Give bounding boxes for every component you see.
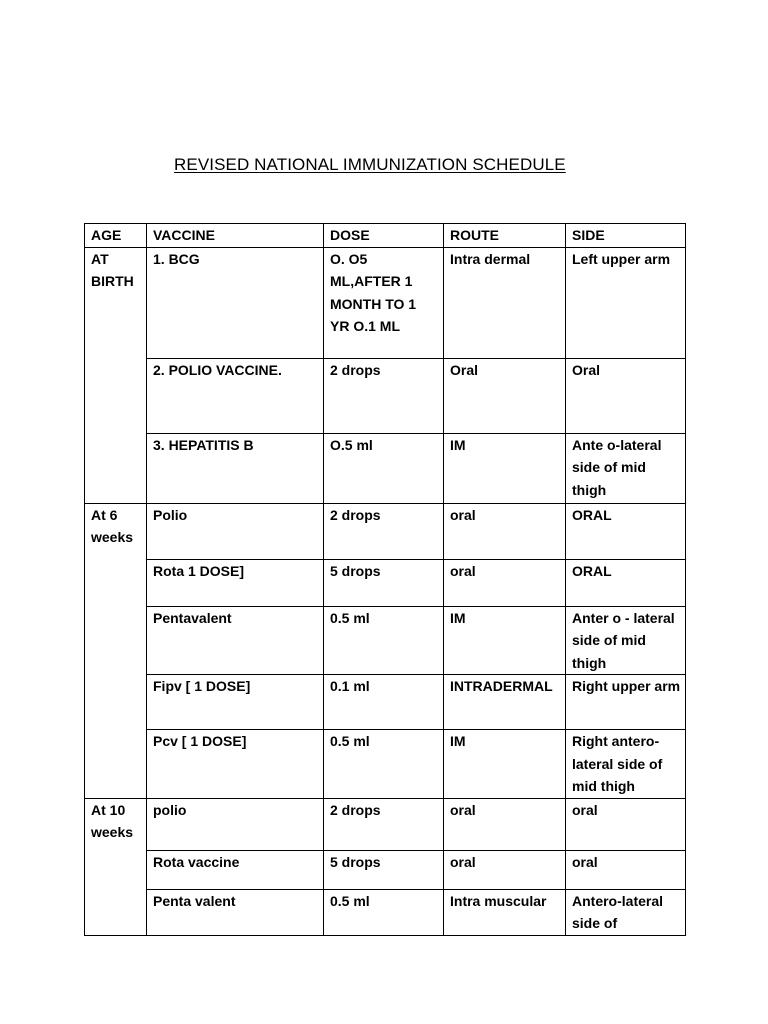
side-cell: Left upper arm — [566, 247, 686, 358]
table-row — [85, 559, 686, 606]
page-title: REVISED NATIONAL IMMUNIZATION SCHEDULE — [174, 155, 566, 174]
side-cell: Anter o - lateral side of mid thigh — [566, 606, 686, 675]
vaccine-cell: Penta valent — [147, 889, 324, 935]
route-cell: IM — [444, 606, 566, 675]
table-row — [85, 503, 686, 559]
route-cell: oral — [444, 503, 566, 559]
dose-cell: 0.5 ml — [324, 606, 444, 675]
dose-cell: 2 drops — [324, 358, 444, 433]
table-row — [85, 433, 686, 503]
table-row — [85, 358, 686, 433]
dose-cell: 5 drops — [324, 850, 444, 889]
age-cell: AT BIRTH — [85, 247, 147, 503]
route-cell: IM — [444, 730, 566, 799]
dose-cell: 0.1 ml — [324, 675, 444, 730]
header-age: AGE — [85, 224, 147, 248]
vaccine-cell: polio — [147, 798, 324, 850]
vaccine-cell: Pcv [ 1 DOSE] — [147, 730, 324, 799]
vaccine-cell: Pentavalent — [147, 606, 324, 675]
route-cell: oral — [444, 850, 566, 889]
route-cell: Intra muscular — [444, 889, 566, 935]
route-cell: IM — [444, 433, 566, 503]
table-row — [85, 850, 686, 889]
table-row — [85, 675, 686, 730]
dose-cell: 2 drops — [324, 503, 444, 559]
vaccine-cell: 1. BCG — [147, 247, 324, 358]
side-cell: ORAL — [566, 503, 686, 559]
table-header-row — [85, 224, 686, 248]
vaccine-cell: 2. POLIO VACCINE. — [147, 358, 324, 433]
immunization-schedule-table — [84, 223, 686, 936]
side-cell: oral — [566, 850, 686, 889]
side-cell: Antero-lateral side of — [566, 889, 686, 935]
dose-cell: 5 drops — [324, 559, 444, 606]
side-cell: oral — [566, 798, 686, 850]
age-cell: At 6 weeks — [85, 503, 147, 798]
side-cell: Oral — [566, 358, 686, 433]
dose-cell: O. O5 ML,AFTER 1 MONTH TO 1 YR O.1 ML — [324, 247, 444, 358]
table-row — [85, 606, 686, 675]
route-cell: oral — [444, 559, 566, 606]
dose-cell: 2 drops — [324, 798, 444, 850]
table-row — [85, 730, 686, 799]
route-cell: oral — [444, 798, 566, 850]
route-cell: Oral — [444, 358, 566, 433]
vaccine-cell: Rota 1 DOSE] — [147, 559, 324, 606]
vaccine-cell: Fipv [ 1 DOSE] — [147, 675, 324, 730]
vaccine-cell: Polio — [147, 503, 324, 559]
dose-cell: 0.5 ml — [324, 889, 444, 935]
header-side: SIDE — [566, 224, 686, 248]
header-vaccine: VACCINE — [147, 224, 324, 248]
side-cell: Ante o-lateral side of mid thigh — [566, 433, 686, 503]
side-cell: Right antero-lateral side of mid thigh — [566, 730, 686, 799]
route-cell: INTRADERMAL — [444, 675, 566, 730]
header-route: ROUTE — [444, 224, 566, 248]
vaccine-cell: Rota vaccine — [147, 850, 324, 889]
side-cell: ORAL — [566, 559, 686, 606]
route-cell: Intra dermal — [444, 247, 566, 358]
table-row — [85, 247, 686, 358]
side-cell: Right upper arm — [566, 675, 686, 730]
age-cell: At 10 weeks — [85, 798, 147, 935]
dose-cell: 0.5 ml — [324, 730, 444, 799]
header-dose: DOSE — [324, 224, 444, 248]
vaccine-cell: 3. HEPATITIS B — [147, 433, 324, 503]
table-row — [85, 798, 686, 850]
table-row — [85, 889, 686, 935]
dose-cell: O.5 ml — [324, 433, 444, 503]
